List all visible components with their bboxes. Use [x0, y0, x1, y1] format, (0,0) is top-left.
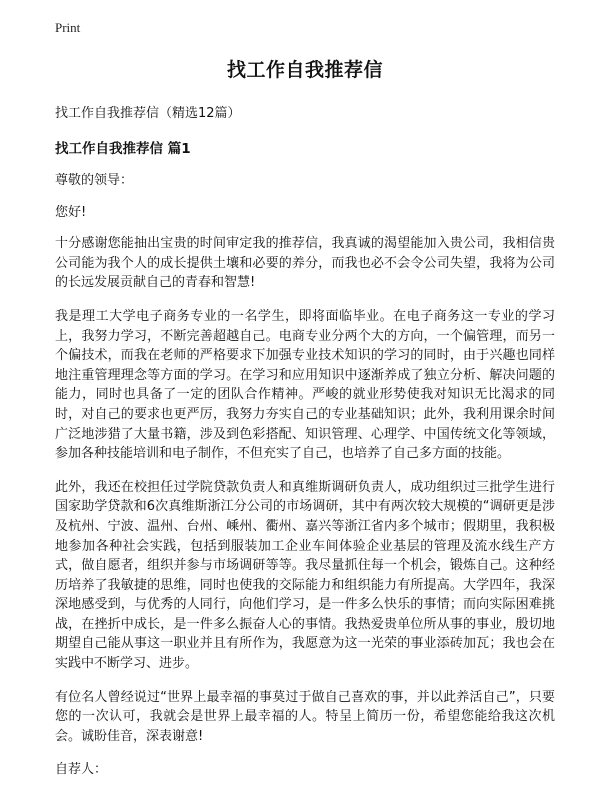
document-subtitle: 找工作自我推荐信（精选12篇） — [55, 106, 241, 121]
section-heading: 找工作自我推荐信 篇1 — [55, 141, 191, 157]
paragraph-intro: 十分感谢您能抽出宝贵的时间审定我的推荐信，我真诚的渴望能加入贵公司，我相信贵公司能为我个人的成长提供土壤和必要的养分，而我也必不会令公司失望，我将为公司的长远发展贡献自己的青春和智慧! — [55, 236, 555, 291]
signature-line: 自荐人： — [55, 762, 108, 778]
paragraph-experience: 此外，我还在校担任过学院贷款负责人和真维斯调研负责人，成功组织过三批学生进行国家助学贷款和6次真维斯浙江分公司的市场调研，其中有两次较大规模的“调研更是涉及杭州、宁波、温州、台州、嵊州、衢州、嘉兴等浙江省内多个城市；假期里，我积极地参加各种社会实践，包括到服装加工企业车间体验企业基层的管理及流水线生产方式，做自愿者，组织并参与市场调研等等。我尽量抓住每一个机会，锻炼自己。这种经历培养了我敏捷的思维，同时也使我的交际能力和组织能力有所提高。大学四年，我深深地感受到，与优秀的人同行，向他们学习，是一件多么快乐的事情；而向实际困难挑战，在挫折中成长，是一件多么振奋人心的事情。我热爱贵单位所从事的事业，殷切地期望自己能从事这一职业并且有所作为，我愿意为这一光荣的事业添砖加瓦；我也会在实践中不断学习、进步。 — [55, 479, 555, 672]
paragraph-closing: 有位名人曾经说过“世界上最幸福的事莫过于做自己喜欢的事，并以此养活自己”，只要您的一次认可，我就会是世界上最幸福的人。特呈上简历一份，希望您能给我这次机会。诚盼佳音，深表谢意! — [55, 689, 555, 744]
page-title: 找工作自我推荐信 — [226, 59, 383, 81]
paragraph-education: 我是理工大学电子商务专业的一名学生，即将面临毕业。在电子商务这一专业的学习上，我努力学习，不断完善超越自己。电商专业分两个大的方向，一个偏管理，而另一个偏技术，而我在老师的严格要求下加强专业技术知识的学习的同时，由于兴趣也同样地注重管理理念等方面的学习。在学习和应用知识中逐渐养成了独立分析、解决问题的能力，同时也具备了一定的团队合作精神。严峻的就业形势使我对知识无比渴求的同时，对自己的要求也更严厉，我努力夯实自己的专业基础知识；此外，我利用课余时间广泛地涉猎了大量书籍，涉及到色彩搭配、知识管理、心理学、中国传统文化等领域，参加各种技能培训和电子制作，不但充实了自己，也培养了自己多方面的技能。 — [55, 308, 555, 462]
print-link[interactable]: Print — [55, 20, 81, 35]
salutation: 尊敬的领导： — [55, 173, 134, 188]
document-body — [55, 55, 555, 792]
greeting: 您好! — [55, 204, 87, 220]
